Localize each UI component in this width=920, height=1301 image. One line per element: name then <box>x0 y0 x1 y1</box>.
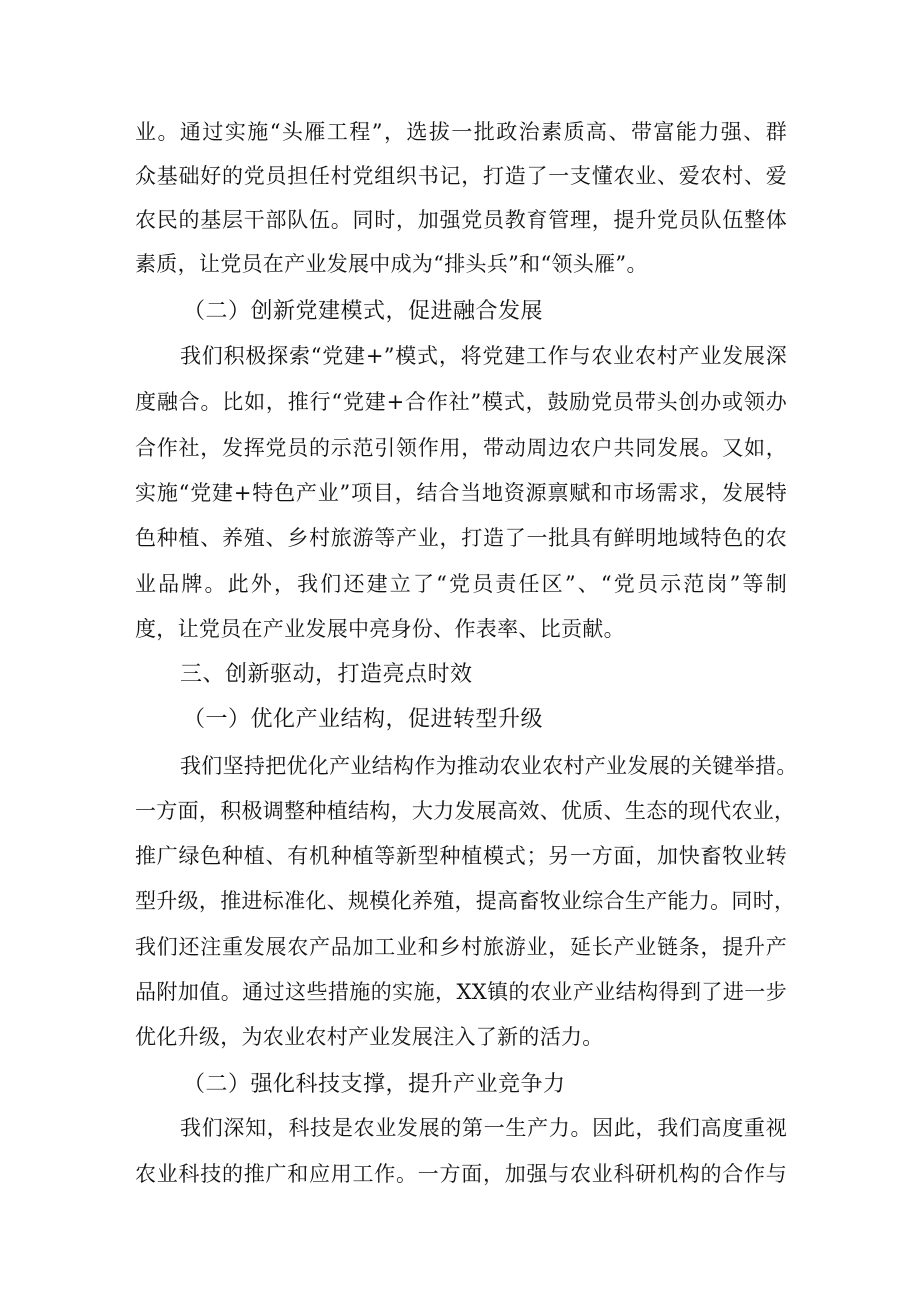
paragraph-line: 素质，让党员在产业发展中成为“排头兵”和“领头雁”。 <box>135 252 648 276</box>
paragraph-line: 品附加值。通过这些措施的实施，XX镇的农业产业结构得到了进一步 <box>135 980 787 1004</box>
paragraph-line: 优化升级，为农业农村产业发展注入了新的活力。 <box>135 1025 604 1049</box>
section-heading: （一）优化产业结构，促进转型升级 <box>183 707 544 732</box>
paragraph-line: 实施“党建+特色产业”项目，结合当地资源禀赋和市场需求，发展特 <box>135 481 787 505</box>
paragraph-line: 色种植、养殖、乡村旅游等产业，打造了一批具有鲜明地域特色的农 <box>135 526 787 550</box>
paragraph-line: 我们积极探索“党建+”模式，将党建工作与农业农村产业发展深 <box>180 344 787 368</box>
paragraph-line: 型升级，推进标准化、规模化养殖，提高畜牧业综合生产能力。同时， <box>135 889 796 913</box>
paragraph-line: 度融合。比如，推行“党建+合作社”模式，鼓励党员带头创办或领办 <box>135 390 787 414</box>
paragraph-line: 农业科技的推广和应用工作。一方面，加强与农业科研机构的合作与 <box>135 1162 787 1186</box>
section-heading: （二）强化科技支撑，提升产业竞争力 <box>183 1072 566 1097</box>
paragraph-line: 众基础好的党员担任村党组织书记，打造了一支懂农业、爱农村、爱 <box>135 164 787 188</box>
paragraph-line: 我们坚持把优化产业结构作为推动农业农村产业发展的关键举措。 <box>180 754 798 778</box>
paragraph-line: 我们深知，科技是农业发展的第一生产力。因此，我们高度重视 <box>180 1116 787 1140</box>
paragraph-line: 农民的基层干部队伍。同时，加强党员教育管理，提升党员队伍整体 <box>135 208 787 232</box>
paragraph-line: 合作社，发挥党员的示范引领作用，带动周边农户共同发展。又如， <box>135 436 787 460</box>
chapter-heading: 三、创新驱动，打造亮点时效 <box>180 662 473 687</box>
paragraph-line: 业。通过实施“头雁工程”，选拔一批政治素质高、带富能力强、群 <box>135 120 787 144</box>
paragraph-line: 一方面，积极调整种植结构，大力发展高效、优质、生态的现代农业， <box>135 799 796 823</box>
paragraph-line: 业品牌。此外，我们还建立了“党员责任区”、“党员示范岗”等制 <box>135 572 787 596</box>
paragraph-line: 度，让党员在产业发展中亮身份、作表率、比贡献。 <box>135 617 625 641</box>
section-heading: （二）创新党建模式，促进融合发展 <box>183 299 544 324</box>
paragraph-line: 推广绿色种植、有机种植等新型种植模式；另一方面，加快畜牧业转 <box>135 844 787 868</box>
paragraph-line: 我们还注重发展农产品加工业和乡村旅游业，延长产业链条，提升产 <box>135 935 787 959</box>
